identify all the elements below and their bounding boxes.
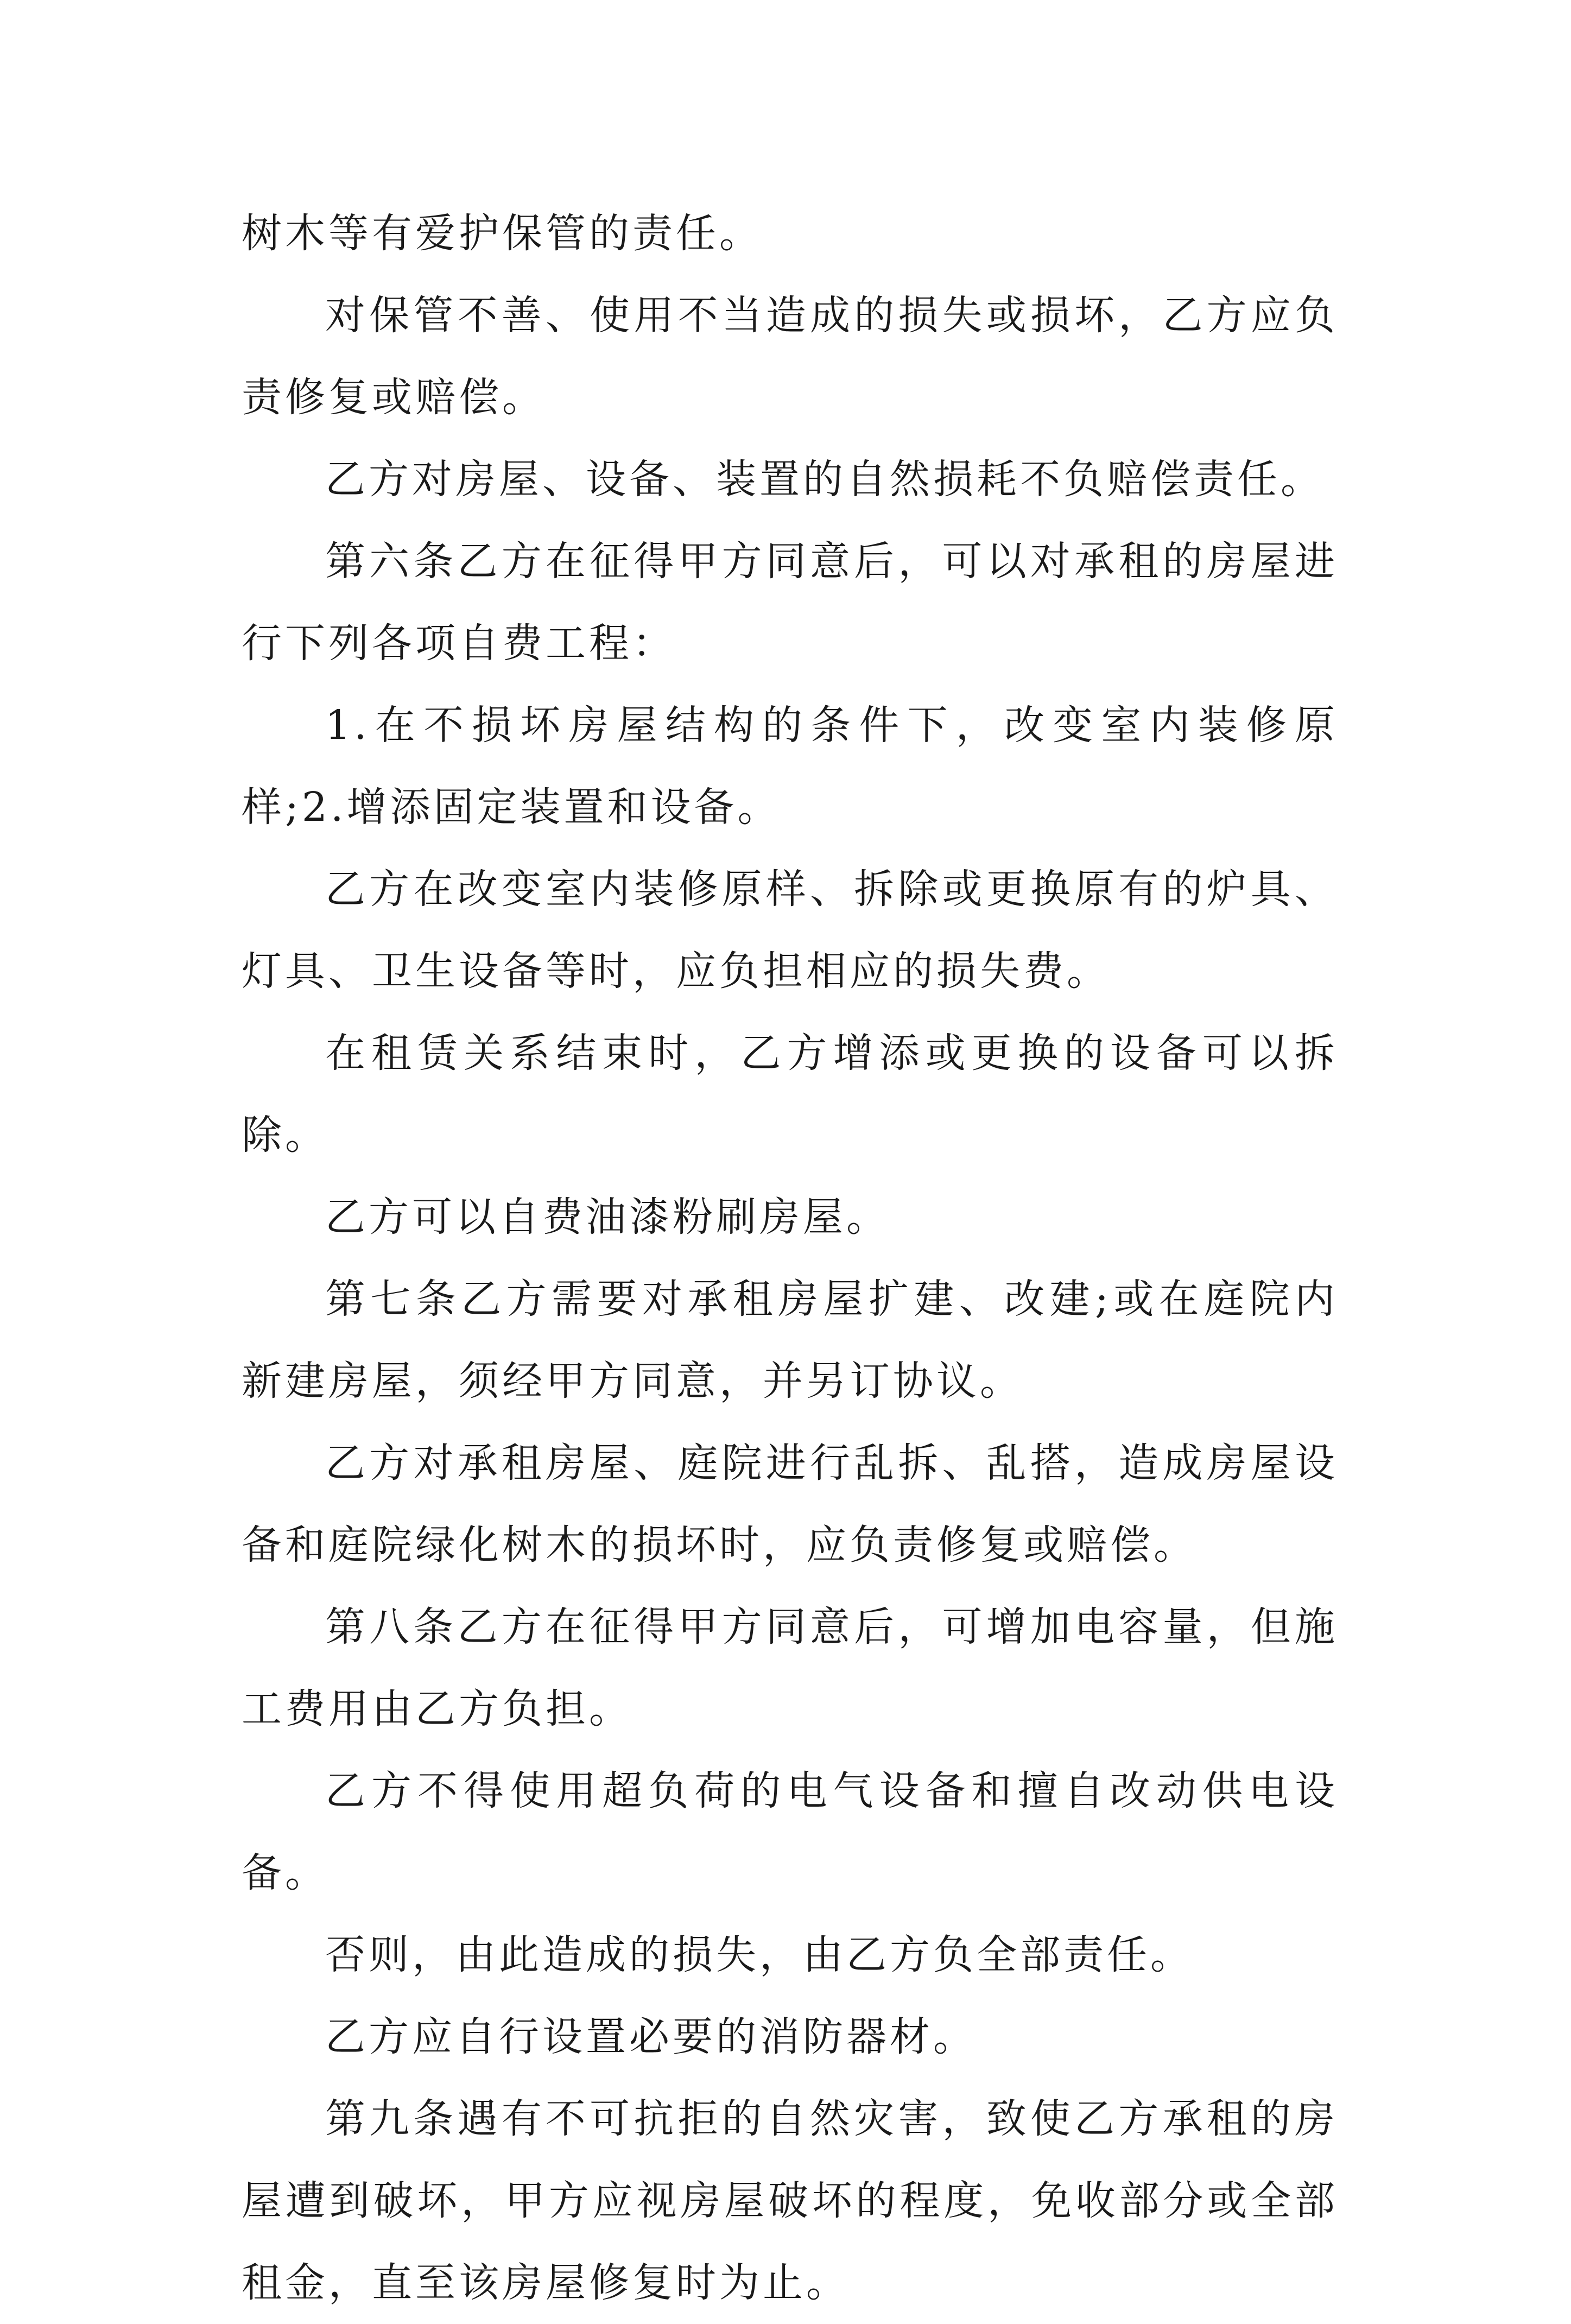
paragraph-5: 1.在不损坏房屋结构的条件下，改变室内装修原样;2.增添固定装置和设备。	[242, 702, 1338, 831]
paragraph-1: 树木等有爱护保管的责任。	[242, 210, 763, 257]
paragraph-2: 对保管不善、使用不当造成的损失或损坏，乙方应负责修复或赔偿。	[242, 292, 1338, 421]
paragraph-11: 第八条乙方在征得甲方同意后，可增加电容量，但施工费用由乙方负担。	[242, 1604, 1338, 1732]
paragraph-7: 在租赁关系结束时，乙方增添或更换的设备可以拆除。	[242, 1030, 1338, 1158]
paragraph-4: 第六条乙方在征得甲方同意后，可以对承租的房屋进行下列各项自费工程：	[242, 538, 1338, 667]
paragraph-12: 乙方不得使用超负荷的电气设备和擅自改动供电设备。	[242, 1768, 1338, 1896]
paragraph-9: 第七条乙方需要对承租房屋扩建、改建;或在庭院内新建房屋，须经甲方同意，并另订协议。	[242, 1276, 1338, 1404]
paragraph-8: 乙方可以自费油漆粉刷房屋。	[325, 1194, 890, 1240]
paragraph-6: 乙方在改变室内装修原样、拆除或更换原有的炉具、灯具、卫生设备等时，应负担相应的损失费。	[242, 866, 1338, 995]
paragraph-3: 乙方对房屋、设备、装置的自然损耗不负赔偿责任。	[325, 456, 1324, 503]
paragraph-14: 乙方应自行设置必要的消防器材。	[325, 2013, 977, 2060]
paragraph-15: 第九条遇有不可抗拒的自然灾害，致使乙方承租的房屋遭到破坏，甲方应视房屋破坏的程度，免收部分或全部租金，直至该房屋修复时为止。	[242, 2095, 1338, 2306]
body-text	[242, 193, 1338, 2324]
paragraph-13: 否则，由此造成的损失，由乙方负全部责任。	[325, 1932, 1194, 1978]
paragraph-10: 乙方对承租房屋、庭院进行乱拆、乱搭，造成房屋设备和庭院绿化树木的损坏时，应负责修复或赔偿。	[242, 1440, 1338, 1568]
